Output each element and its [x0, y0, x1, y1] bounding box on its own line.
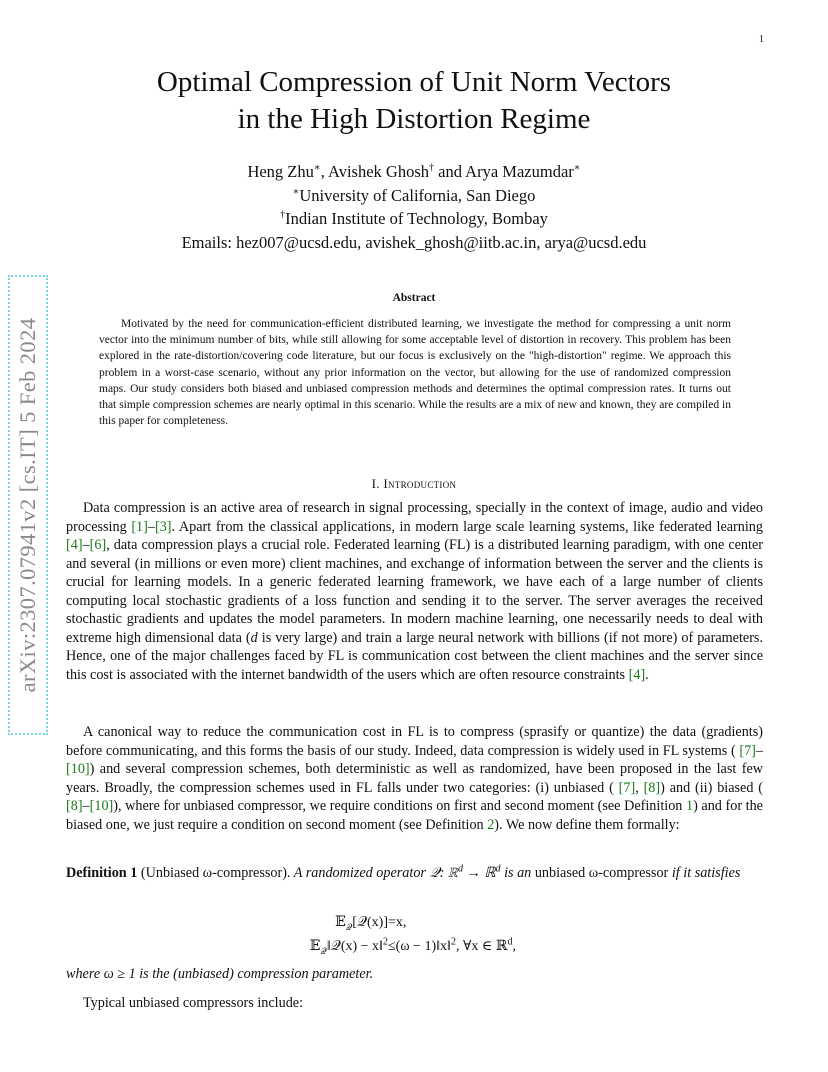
- author-emails: Emails: hez007@ucsd.edu, avishek_ghosh@iitb.ac.in, arya@ucsd.edu: [181, 232, 647, 252]
- arxiv-stamp[interactable]: [8, 275, 48, 735]
- title-line-2: in the High Distortion Regime: [237, 103, 591, 135]
- affiliation-1: ∗University of California, San Diego: [292, 185, 536, 205]
- definition-link[interactable]: 1: [686, 798, 694, 814]
- citation-link[interactable]: [8]: [643, 779, 661, 796]
- definition-link[interactable]: 2: [487, 816, 495, 833]
- citation-link[interactable]: [10]: [89, 798, 114, 814]
- citation-link[interactable]: [4]: [628, 666, 646, 683]
- title-line-1: Optimal Compression of Unit Norm Vectors: [156, 66, 672, 98]
- section-heading: I. Introduction: [371, 476, 457, 491]
- citation-link[interactable]: [6]: [89, 537, 107, 553]
- intro-paragraph-2: A canonical way to reduce the communication cost in FL is to compress (sprasify or quantize) the data (gradients) before communicating, and this forms the basis of our study. Indeed, data compression is widely used in FL systems ( [7]–[10]) and several compression schemes, both deterministic as well as randomized, have been proposed in the last few years. Broadly, the compression schemes used in FL falls under two categories: (i) unbiased ( [7], [8]) and (ii) biased ( [8]–[10]), where for unbiased compressor, we require conditions on first and second moment (see Definition 1) and for the biased one, we just require a condition on second moment (see Definition 2). We now define them formally:: [66, 724, 764, 833]
- definition-equations: [0, 911, 828, 959]
- abstract-text: Motivated by the need for communication-efficient distributed learning, we investigate the method for compressing a unit norm vector into the minimum number of bits, while still allowing for some acceptable level of distortion in recovery. This problem has been explored in the rate-distortion/covering code literature, but our focus is exclusively on the "high-distortion" regime. We approach this problem in a worst-case scenario, without any prior information on the vector, but allowing for the use of randomized compression maps. Our study considers both biased and unbiased compression methods and determines the optimal compression rates. It turns out that simple compression schemes are nearly optimal in this scenario. While the results are a mix of new and known, they are compiled in this paper for completeness.: [99, 318, 731, 428]
- definition-1: Definition 1 (Unbiased ω-compressor). A randomized operator 𝒬: ℝ$^d$ → ℝ$^d$ is an unbiased ω-compressor if it satisfies: [66, 863, 741, 881]
- equation-variance: 𝔼$_𝒬$‖𝒬(x) − x‖$^2$ ≤(ω − 1)‖x‖$^2$, ∀x ∈ ℝ$^d$,: [309, 936, 516, 956]
- paper-title: [0, 64, 828, 138]
- equation-unbiased: 𝔼$_𝒬$[𝒬(x)] =x,: [335, 915, 407, 932]
- author-block: [0, 160, 828, 254]
- citation-link[interactable]: [7]: [739, 742, 756, 759]
- citation-link[interactable]: [1]: [131, 518, 148, 535]
- page-number: 1: [759, 34, 764, 45]
- citation-link[interactable]: [3]: [154, 518, 172, 535]
- author-names: Heng Zhu∗, Avishek Ghosh† and Arya Mazumdar∗: [247, 162, 581, 181]
- abstract-heading: Abstract: [392, 292, 436, 304]
- citation-link[interactable]: [10]: [66, 761, 90, 777]
- typical-compressors-text: Typical unbiased compressors include:: [83, 995, 304, 1011]
- affiliation-2: †Indian Institute of Technology, Bombay: [280, 209, 548, 228]
- arxiv-identifier: arXiv:2307.07941v2 [cs.IT] 5 Feb 2024: [15, 317, 40, 693]
- intro-paragraph-1: Data compression is an active area of research in signal processing, specially in the context of image, audio and video processing [1]–[3]. Apart from the classical applications, in modern large scale learning systems, like federated learning [4]–[6], data compression plays a crucial role. Federated learning (FL) is a distributed learning paradigm, with one center and several (in millions or even more) client machines, and exchange of information between the server and the clients is crucial for learning models. In a generic federated learning framework, we have each of a large number of clients computing local stochastic gradients of a loss function and sending it to the server. The server averages the received stochastic gradients and updates the model parameters. In modern machine learning, one necessarily needs to deal with extreme high dimensional data (d is very large) and train a large neural network with billions (if not more) of parameters. Hence, one of the major challenges faced by FL is communication cost between the client machines and the server since this cost is associated with the internet bandwidth of the users which are often resource constraints [4].: [66, 500, 763, 683]
- citation-link[interactable]: [8]: [66, 798, 83, 814]
- citation-link[interactable]: [7]: [618, 779, 636, 796]
- citation-link[interactable]: [4]: [66, 537, 83, 553]
- definition-where-clause: where ω ≥ 1 is the (unbiased) compression parameter.: [66, 966, 374, 982]
